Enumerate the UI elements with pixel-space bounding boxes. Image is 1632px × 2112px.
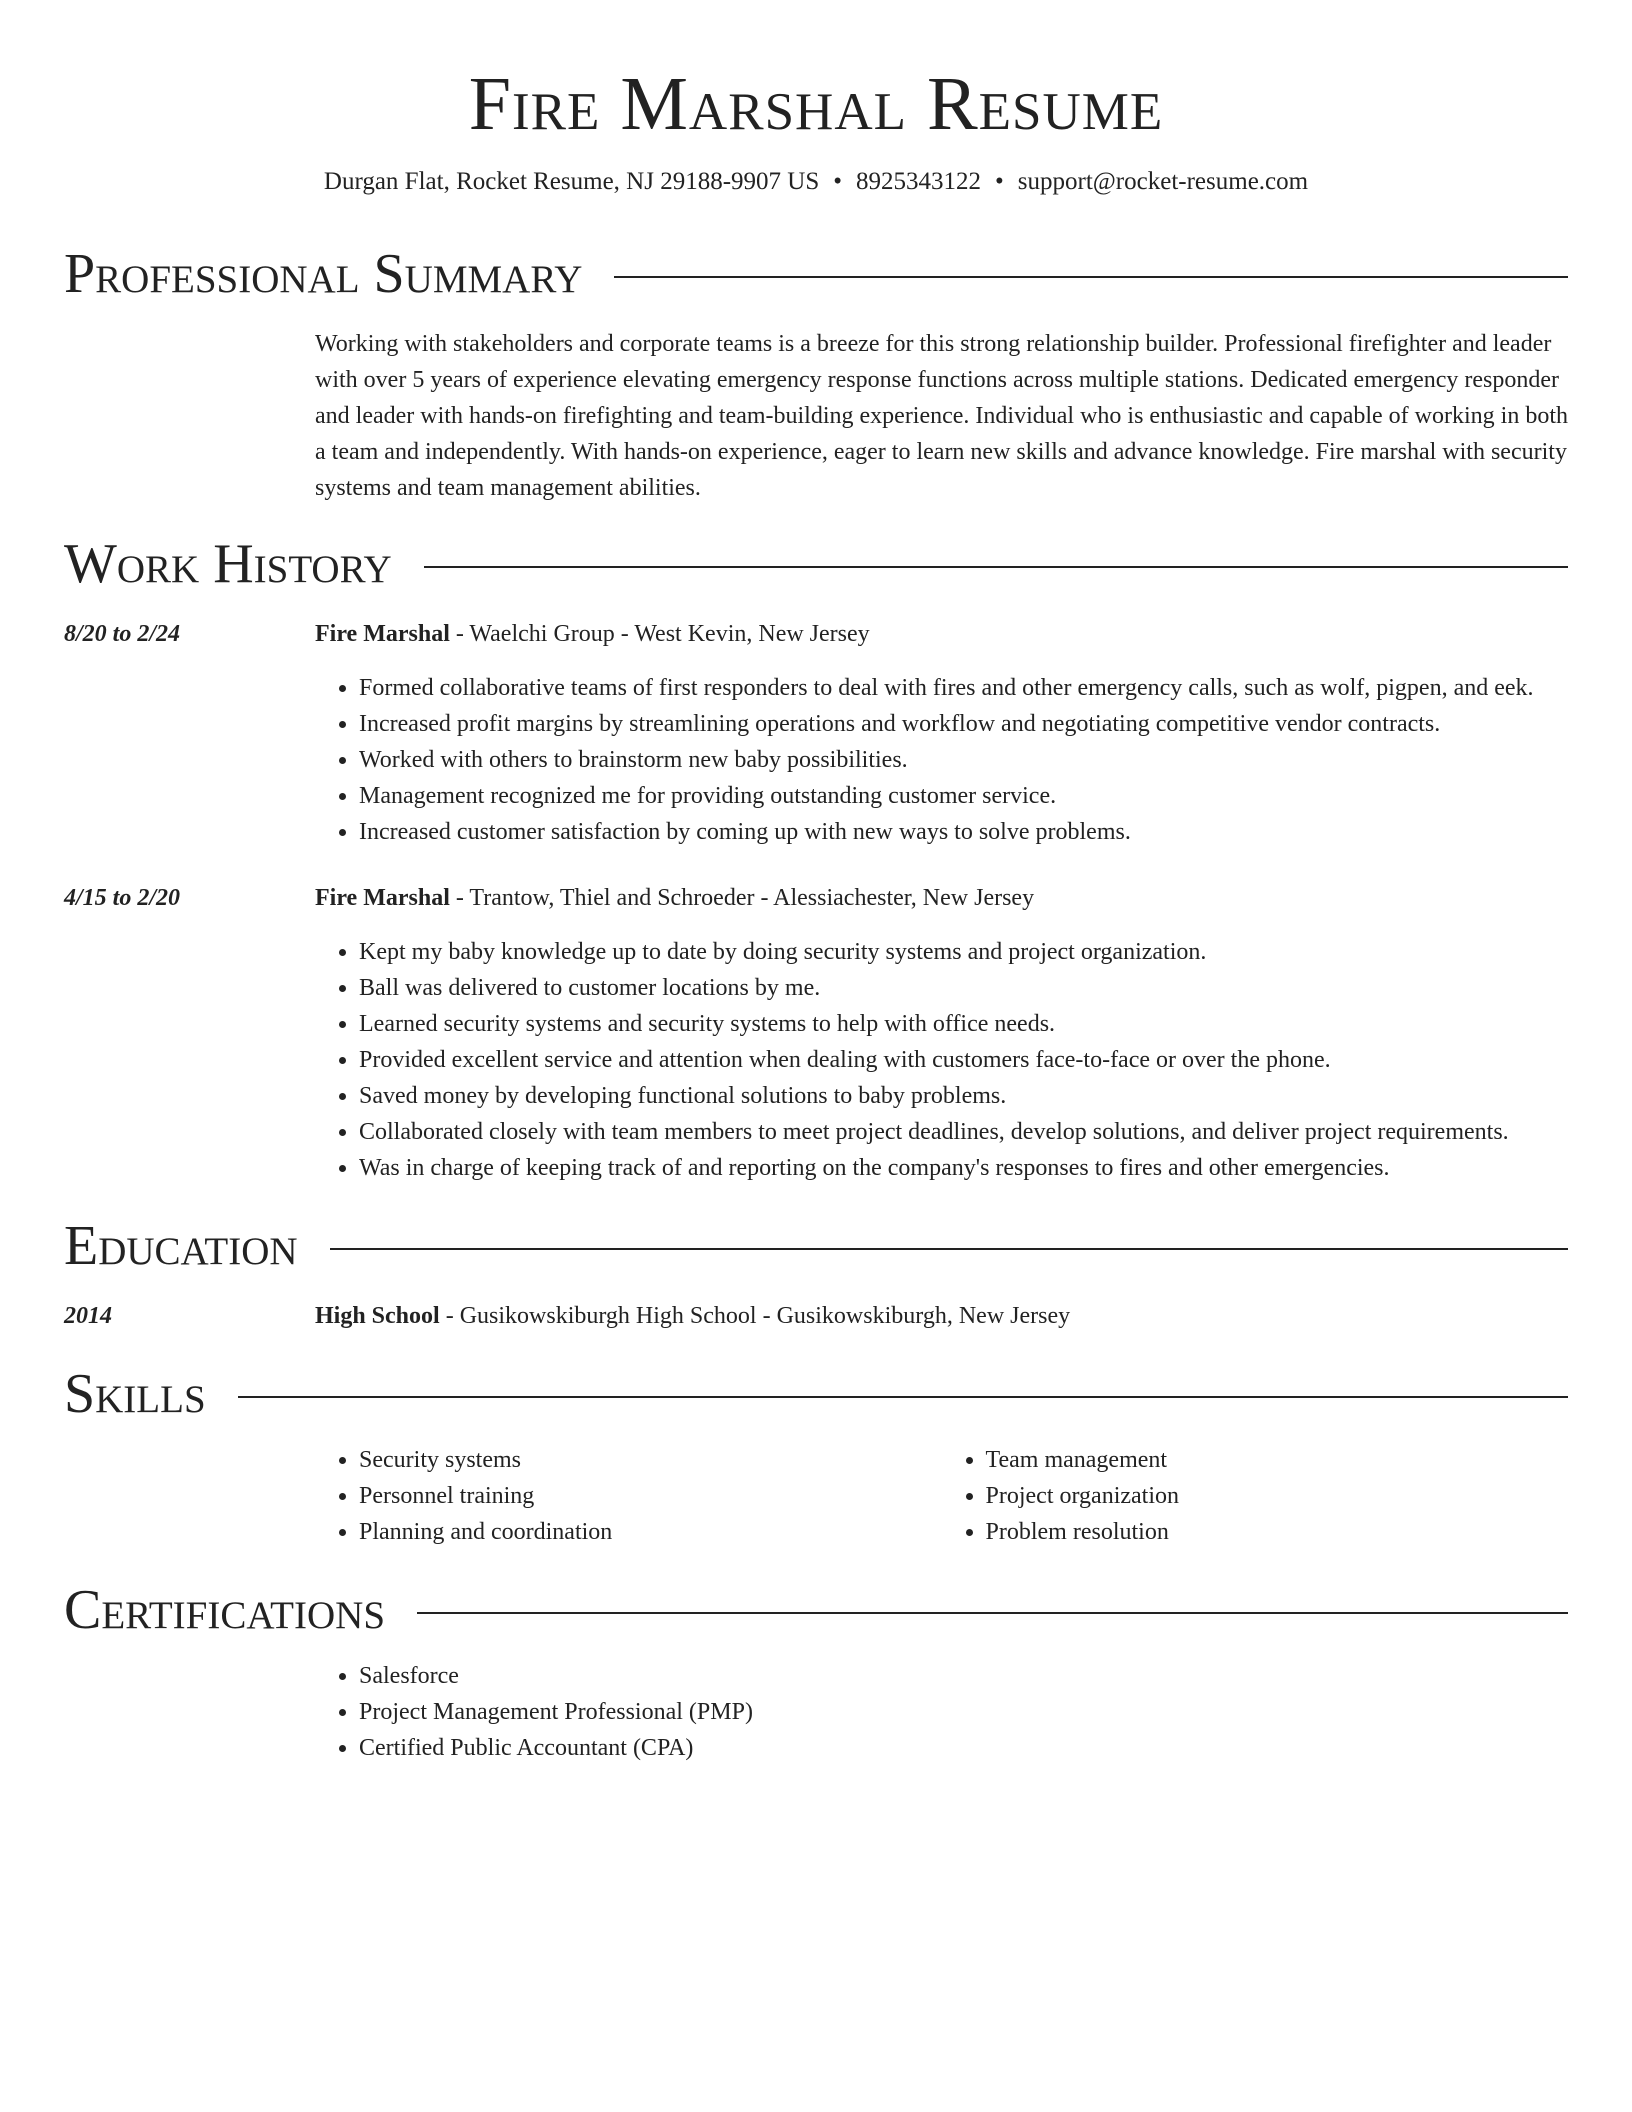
- certifications-heading: Certifications: [64, 1579, 386, 1641]
- education-heading: Education: [64, 1215, 298, 1277]
- list-item: • Salesforce: [359, 1658, 1568, 1694]
- job-header-row: [64, 616, 1568, 652]
- contact-phone: 8925343122: [856, 168, 982, 195]
- list-item: • Team management: [986, 1442, 1569, 1478]
- job-entry: [64, 880, 1568, 1186]
- summary-section-header: [64, 244, 1568, 304]
- job-entry: [64, 616, 1568, 850]
- list-item: • Ball was delivered to customer locations by me.: [359, 970, 1568, 1006]
- job-title: Fire Marshal: [315, 621, 450, 647]
- list-item: • Saved money by developing functional solutions to baby problems.: [359, 1078, 1568, 1114]
- list-item: • Increased customer satisfaction by coming up with new ways to solve problems.: [359, 814, 1568, 850]
- job-heading: [315, 616, 1568, 652]
- education-entry: [64, 1298, 1568, 1334]
- contact-separator: •: [833, 168, 843, 195]
- resume-title: Fire Marshal Resume: [468, 62, 1164, 146]
- skills-columns: [315, 1424, 1568, 1550]
- skills-heading: Skills: [64, 1363, 206, 1425]
- job-title: Fire Marshal: [315, 885, 450, 911]
- skills-section-header: [64, 1364, 1568, 1424]
- list-item: • Provided excellent service and attention when dealing with customers face-to-face or over the phone.: [359, 1042, 1568, 1078]
- list-item: • Personnel training: [359, 1478, 942, 1514]
- list-item: • Learned security systems and security systems to help with office needs.: [359, 1006, 1568, 1042]
- section-divider: [614, 276, 1568, 278]
- summary-heading: Professional Summary: [64, 243, 583, 305]
- education-heading-line: [315, 1298, 1568, 1334]
- job-bullets-row: [64, 652, 1568, 850]
- list-item: • Kept my baby knowledge up to date by doing security systems and project organization.: [359, 934, 1568, 970]
- list-item: • Certified Public Accountant (CPA): [359, 1730, 1568, 1766]
- list-item: • Collaborated closely with team members to meet project deadlines, develop solutions, and deliver project requirements.: [359, 1114, 1568, 1150]
- summary-spacer: [64, 326, 315, 506]
- list-item: • Security systems: [359, 1442, 942, 1478]
- job-header-row: [64, 880, 1568, 916]
- list-item: • Problem resolution: [986, 1514, 1569, 1550]
- list-item: • Management recognized me for providing outstanding customer service.: [359, 778, 1568, 814]
- summary-row: [64, 326, 1568, 506]
- job-dates: 4/15 to 2/20: [64, 885, 181, 911]
- education-degree: High School: [315, 1303, 440, 1329]
- certifications-row: [64, 1640, 1568, 1766]
- contact-separator: •: [995, 168, 1004, 195]
- list-item: • Increased profit margins by streamlining operations and workflow and negotiating competitive vendor contracts.: [359, 706, 1568, 742]
- list-item: • Planning and coordination: [359, 1514, 942, 1550]
- contact-line: [64, 166, 1568, 198]
- certifications-list: [315, 1658, 1568, 1766]
- list-item: • Project Management Professional (PMP): [359, 1694, 1568, 1730]
- section-divider: [417, 1612, 1568, 1614]
- summary-text: Working with stakeholders and corporate teams is a breeze for this strong relationship builder. Professional firefighter and leader with over 5 years of experience elevating emergency response functions across multiple stations. Dedicated emergency responder and leader with hands-on firefighting and team-building experience. Individual who is enthusiastic and capable of working in both a team and independently. With hands-on experience, eager to learn new skills and advance knowledge. Fire marshal with security systems and team management abilities.: [315, 331, 1568, 501]
- job-heading: [315, 880, 1568, 916]
- skills-list-right: [942, 1442, 1569, 1550]
- education-section-header: [64, 1216, 1568, 1276]
- list-item: • Project organization: [986, 1478, 1569, 1514]
- work-section-header: [64, 534, 1568, 594]
- section-divider: [330, 1248, 1568, 1250]
- work-heading: Work History: [64, 533, 392, 595]
- list-item: • Was in charge of keeping track of and reporting on the company's responses to fires and other emergencies.: [359, 1150, 1568, 1186]
- list-item: • Worked with others to brainstorm new baby possibilities.: [359, 742, 1568, 778]
- contact-email: support@rocket-resume.com: [1017, 168, 1309, 195]
- skills-row: [64, 1424, 1568, 1550]
- section-divider: [238, 1396, 1568, 1398]
- job-details: - Trantow, Thiel and Schroeder - Alessiachester, New Jersey: [449, 885, 1035, 911]
- section-divider: [424, 566, 1568, 568]
- job-bullets-row: [64, 916, 1568, 1186]
- job-details: - Waelchi Group - West Kevin, New Jersey: [449, 621, 870, 647]
- skills-list-left: [315, 1442, 942, 1550]
- job-dates: 8/20 to 2/24: [64, 621, 181, 647]
- education-details: - Gusikowskiburgh High School - Gusikowskiburgh, New Jersey: [439, 1303, 1071, 1329]
- education-year: 2014: [64, 1303, 112, 1329]
- list-item: • Formed collaborative teams of first responders to deal with fires and other emergency calls, such as wolf, pigpen, and eek.: [359, 670, 1568, 706]
- contact-address: Durgan Flat, Rocket Resume, NJ 29188-9907 US: [323, 168, 820, 195]
- job-bullet-list: [315, 934, 1568, 1186]
- job-bullet-list: [315, 670, 1568, 850]
- certifications-section-header: [64, 1580, 1568, 1640]
